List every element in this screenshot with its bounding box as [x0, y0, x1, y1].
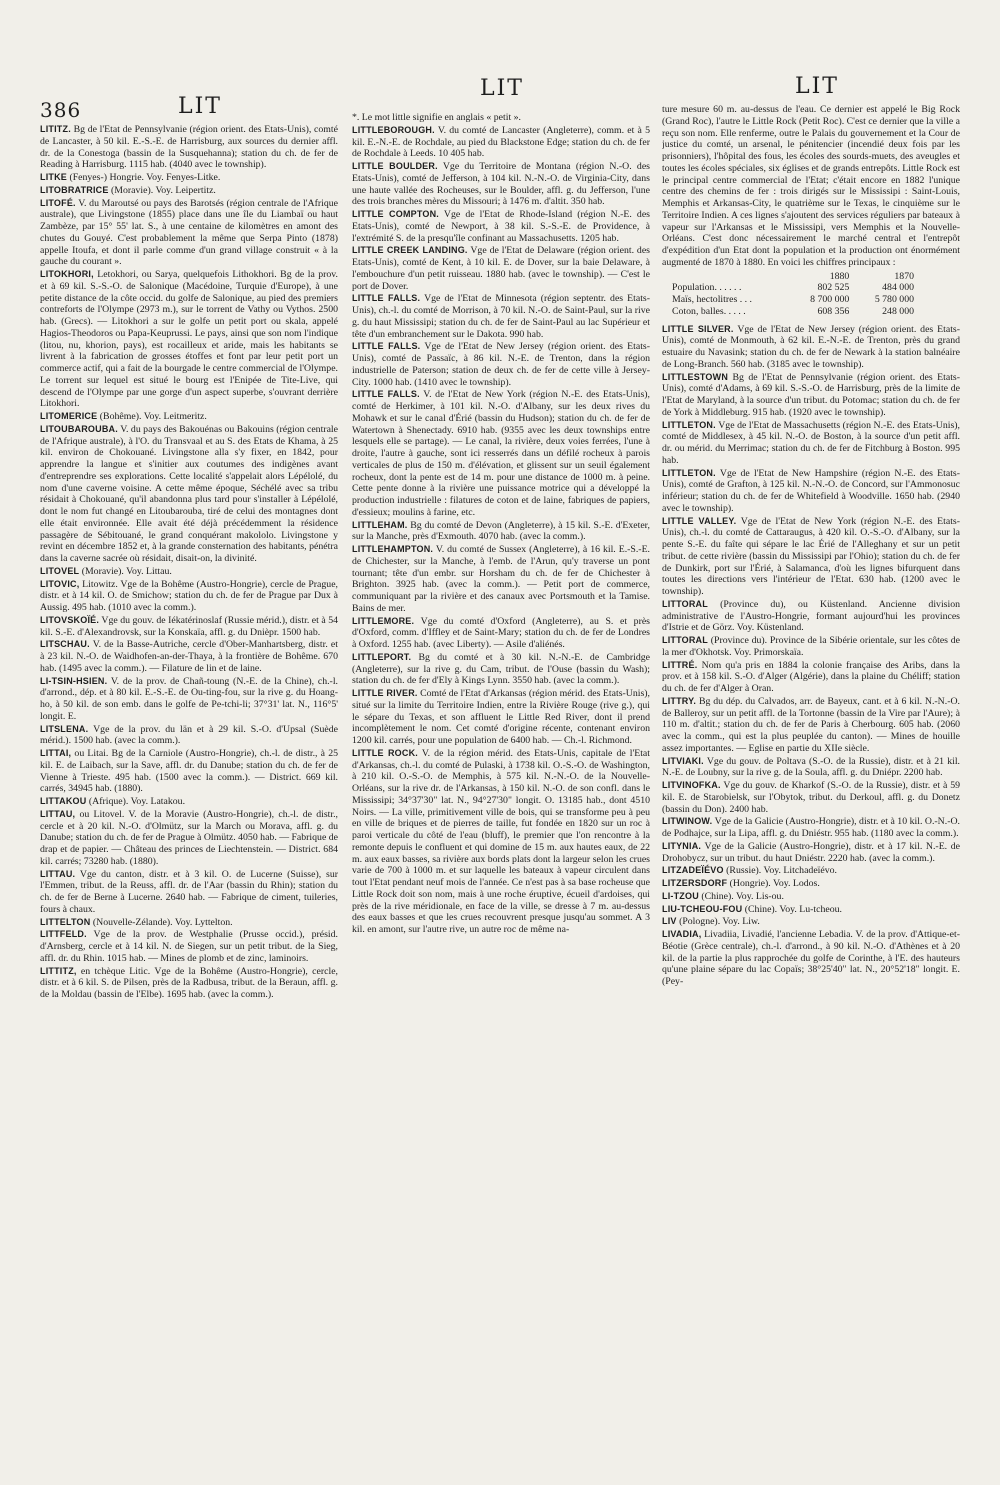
dictionary-entry [662, 372, 960, 419]
entry-text: Vge du gouv. de Poltava (S.-O. de la Russie), distr. et à 21 kil. N.-E. de Loubny, sur la rive g. de la Soula, affl. g. du Dniépr. 2200 hab. [662, 755, 960, 779]
dictionary-entry [40, 676, 338, 723]
entry-text: V. de la région mérid. des Etats-Unis, capitale de l'Etat d'Arkansas, ch.-l. du comté de Pulaski, à 1738 kil. O.-S.-O. de Washington, à 210 kil. O.-S.-O. de Memphis, à 575 kil. N.-N.-O. de la Nouvelle-Orléans, sur la rive dr. de l'Arkansas, à 150 kil. N.-O. de son confl. dans le Mississipi; 34°37'30" lat. N., 94°27'30" longit. O. 13185 hab., dont 4510 Noirs. — La ville, primitivement ville de bois, qui se transforme peu à peu en ville de briques et de pierres de taille, fut fondée en 1820 sur un roc à paroi verticale du côté de l'eau (bluff), le premier que l'on rencontre à la remonte depuis le confluent et qui domine de 15 m. aux hautes eaux, de 22 m. aux eaux basses, sa rivière aux bords plats dont la largeur selon les crues varie de 700 à 1000 m. et sur laquelle les bateaux à vapeur circulent dans tout l'Etat pendant neuf mois de l'année. Ce n'est pas à sa base rocheuse que Little Rock doit son nom, mais à une roche éruptive, écueil d'ardoises, qui près de la rive méridionale, en face de la ville, se dresse à 7 m. au-dessus des eaux basses et que les crues recouvrent presque jusqu'au sommet. A 3 kil. en amont, sur l'autre rive, un autre roc de même na- [352, 747, 650, 935]
table-row [668, 306, 918, 318]
row-value-1880: 608 356 [817, 305, 850, 317]
entry-text: *. Le mot little signifie en anglais « petit ». [352, 112, 521, 123]
entry-headword: LI-TZOU [662, 890, 699, 901]
entry-headword: LITTLE FALLS. [352, 293, 421, 304]
entry-headword: LITOFÉ. [40, 197, 76, 208]
column-right-entries [662, 324, 960, 988]
entry-headword: LITTAU, [40, 808, 76, 819]
dictionary-entry [352, 112, 650, 124]
entry-text: (Moravie). Voy. Leipertitz. [111, 184, 216, 196]
column-right [662, 104, 960, 1452]
running-head-left: LIT [178, 94, 222, 119]
column-middle [352, 112, 650, 1460]
entry-headword: LITTITZ, [40, 965, 77, 976]
entry-text: Vge de la Galicie (Austro-Hongrie), distr. et à 10 kil. O.-N.-O. de Podhajce, sur la Lipa, affl. g. du Dniéstr. 955 hab. (1180 avec la comm.). [662, 816, 960, 839]
entry-headword: LITTLE FALLS. [352, 341, 421, 352]
dictionary-entry [352, 520, 650, 544]
entry-headword: LITTORAL [662, 635, 708, 645]
entry-text: (Province du), ou Küstenland. Ancienne division administrative de l'Austro-Hongrie, formant aujourd'hui les provinces d'Istrie et de Görz. Voy. Küstenland. [662, 598, 960, 634]
row-label: Coton, balles. . . . . [672, 305, 746, 317]
row-label: Population. . . . . . [672, 282, 742, 294]
entry-headword: LITVIAKI. [662, 755, 704, 766]
entry-headword: LITTAKOU [40, 796, 87, 806]
entry-headword: LITVINOFKA. [662, 780, 721, 790]
statistics-year-1870: 1870 [894, 270, 914, 282]
entry-headword: LITTLE BOULDER. [352, 161, 438, 171]
entry-headword: LIU-TCHEOU-FOU [662, 903, 743, 914]
entry-headword: LITTLETON. [662, 467, 716, 478]
dictionary-entry [662, 468, 960, 515]
entry-headword: LITTLE COMPTON. [352, 209, 439, 219]
row-value-1870: 5 780 000 [874, 294, 914, 305]
row-label: Maïs, hectolitres . . . [672, 294, 752, 305]
entry-headword: LITTFELD. [40, 929, 87, 940]
entry-text: Litowitz. Vge de la Bohême (Austro-Hongrie), cercle de Prague, distr. et à 14 kil. O. de Smichow; station du ch. de fer de Prague par Dux à Aussig. 495 hab. (1010 avec la comm.). [40, 578, 338, 613]
entry-text: V. de la prov. de Chañ-toung (N.-E. de la Chine), ch.-l. d'arrond., dép. et à 80 kil. E.-S.-E. de Ou-ting-fou, sur la rive g. du Hoang-ho, à 50 kil. de son emb. dans le golfe de Pe-tchi-li; 37°31' lat. N., 116°5' longit. E. [40, 675, 338, 722]
entry-headword: LITTLE FALLS. [352, 389, 420, 400]
entry-headword: LIVADIA, [662, 929, 702, 939]
dictionary-entry [352, 209, 650, 244]
dictionary-entry [40, 966, 338, 1001]
entry-headword: LITZADEÏÉVO [662, 865, 724, 876]
entry-headword: LITTORAL [662, 598, 708, 609]
dictionary-entry [40, 269, 338, 410]
entry-text: Vge de l'Etat de Minnesota (région septentr. des Etats-Unis), ch.-l. du comté de Morrison, à 70 kil. N.-O. de Saint-Paul, sur la rive g. du haut Mississipi; station du ch. de fer de Saint-Paul au lac Supérieur et tête d'un embranchement sur le Dakota. 990 hab. [352, 293, 650, 340]
entry-headword: LITTLE ROCK. [352, 747, 418, 758]
entry-headword: LITITZ. [40, 124, 71, 134]
entry-text: Vge du comté d'Oxford (Angleterre), au S. et près d'Oxford, comm. d'Iffley et de Saint-Mary; station du ch. de fer de Londres à Oxford. 1255 hab. (avec Liberty). — Asile d'aliénés. [352, 615, 650, 650]
entry-headword: LITYNIA. [662, 840, 702, 851]
entry-text: V. de la Basse-Autriche, cercle d'Ober-Manhartsberg, distr. et à 23 kil. N.-O. de Waidhofen-an-der-Thaya, à la frontière de Bohême. 670 hab. (1495 avec la comm.). — Filature de lin et de laine. [40, 639, 338, 674]
row-value-1880: 802 525 [817, 282, 850, 294]
entry-text: en tchèque Litic. Vge de la Bohême (Austro-Hongrie), cercle, distr. et à 6 kil. S. de Pilsen, près de la Radbusa, tribut. de la Beraun, affl. g. de la Moldau (bassin de l'Elbe). 1695 hab. (avec la comm.). [40, 965, 338, 1000]
dictionary-entry [662, 878, 960, 890]
entry-headword: LITSCHAU. [40, 639, 90, 650]
entry-text: Letokhori, ou Sarya, quelquefois Lithokhori. Bg de la prov. et à 69 kil. S.-S.-O. de Salonique (Macédoine, Turquie d'Europe), à une petite distance de la côte occid. du golfe de Salonique, au pied des premiers contreforts de l'Olympe (2973 m.), sur le torrent de Vathy ou Vythos. 2500 hab. (Grecs). — Litokhori a sur le golfe un petit port ou skala, appelé Hagios-Theodoros ou Papa-Keuprussi. Le pays, ainsi que son nom l'indique (litou, nu, khorion, pays), est rocailleux et aride, mais les habitants se livrent à la fabrication de grosses étoffes et font par leur petit port un commerce actif, qui a fait de la bourgade le centre commercial de l'Olympe. Le torrent sur lequel est situé le bourg est l'Enipée de Tite-Live, qui descend de l'Olympe par une gorge d'un aspect superbe, s'ouvrant derrière Litokhori. [40, 269, 338, 410]
entry-text: Vge du canton, distr. et à 3 kil. O. de Lucerne (Suisse), sur l'Emmen, tribut. de la Reuss, affl. dr. de l'Aar (bassin du Rhin); station du ch. de fer de Berne à Lucerne. 2640 hab. — Fabrique de ciment, tuileries, fours à chaux. [40, 868, 338, 915]
entry-text: V. du comté de Lancaster (Angleterre), comm. et à 5 kil. E.-N.-E. de Rochdale, au pied du Blackstone Edge; station du ch. de fer de Rochdale à Leeds. 10 405 hab. [352, 124, 650, 160]
entry-headword: LITOBRATRICE [40, 184, 109, 195]
dictionary-entry [40, 566, 338, 578]
column-left [40, 124, 338, 1472]
dictionary-entry [662, 635, 960, 659]
entry-headword: LITOKHORI, [40, 269, 94, 279]
entry-text: (Hongrie). Voy. Lodos. [729, 878, 820, 889]
entry-text: Vge de l'Etat de Massachusetts (région N.-E. des Etats-Unis), comté de Middlesex, à 45 kil. N.-O. de Boston, à la source d'un petit affl. dr. ou mérid. du Merrimac; station du ch. de fer de Fitchburg à Boston. 995 hab. [662, 419, 960, 466]
dictionary-entry [40, 424, 338, 565]
dictionary-entry [662, 780, 960, 815]
dictionary-entry [662, 324, 960, 371]
dictionary-entry [40, 172, 338, 184]
entry-headword: LITTLEHAMPTON. [352, 544, 434, 554]
dictionary-entry [662, 904, 960, 916]
dictionary-entry [662, 865, 960, 877]
running-head-right: LIT [795, 74, 839, 99]
dictionary-entry [40, 639, 338, 674]
entry-text: V. du comté de Sussex (Angleterre), à 16 kil. E.-S.-E. de Chichester, sur la Manche, à l'emb. de l'Arun, qu'y traverse un pont tournant; tête d'un embr. sur Horsham du ch. de fer de Chichester à Brighton. 3925 hab. (avec la comm.). — Petit port de commerce, communiquant par la rivière et des canaux avec Portsmouth et la Tamise. Bains de mer. [352, 544, 650, 614]
dictionary-entry [662, 929, 960, 988]
entry-text: Vge de la Galicie (Austro-Hongrie), distr. et à 17 kil. N.-E. de Drohobycz, sur un tribut. du haut Dniéstr. 2220 hab. (avec la comm.). [662, 840, 960, 864]
entry-continuation: ture mesure 60 m. au-dessus de l'eau. Ce dernier est appelé le Big Rock (Grand Roc), l'autre le Little Rock (Petit Roc). C'est ce dernier que la ville a reçu son nom. Elle renferme, outre le Palais du gouvernement et la Cour de justice du comté, un arsenal, le pénitencier (incendié deux fois par les prisonniers), l'hôpital des fous, les écoles des sourds-muets, des aveugles et toutes les écoles spéciales, six églises et de grands entrepôts. Little Rock est le principal centre commercial de l'Etat; c'était encore en 1882 l'unique centre des chemins de fer : trois dirigés sur le Mississipi : Saint-Louis, Memphis et Arkansas-City, le quatrième sur le Texas, le cinquième sur le Territoire Indien. A ces lignes s'ajoutent des services réguliers par bateaux à vapeur sur l'Arkansas et le Mississipi, vers Memphis et la Nouvelle-Orléans. C'est donc nécessairement le marché central et l'entrepôt d'expédition d'un Etat dont la population et la production ont énormément augmenté de 1870 à 1880. En voici les chiffres principaux : [662, 104, 960, 268]
entry-text: (Pologne). Voy. Liw. [679, 916, 760, 928]
dictionary-entry [40, 917, 338, 929]
dictionary-entry [662, 756, 960, 780]
entry-headword: LITTLEPORT. [352, 651, 412, 662]
entry-headword: LITOVSKOÏÉ. [40, 614, 100, 625]
dictionary-entry [662, 660, 960, 695]
statistics-label-header [668, 271, 789, 283]
dictionary-entry [352, 748, 650, 936]
statistics-year-1880: 1880 [829, 270, 850, 282]
dictionary-entry [40, 411, 338, 423]
entry-headword: LITOMERICE [40, 411, 98, 421]
statistics-table [668, 271, 918, 318]
dictionary-entry [662, 816, 960, 840]
dictionary-entry [662, 841, 960, 865]
entry-headword: LITTLETON. [662, 419, 716, 430]
dictionary-entry [40, 796, 338, 808]
entry-headword: LITTAU. [40, 868, 76, 879]
entry-headword: LITTAI, [40, 748, 72, 758]
entry-text: Livadiia, Livadié, l'ancienne Lebadia. V. de la prov. d'Attique-et-Béotie (Grèce centrale), ch.-l. d'arrond., à 90 kil. N.-O. d'Athènes et à 20 kil. de la partie la plus rapprochée du golfe de Corinthe, à l'E. des hauteurs qu'une plaine sépare du lac Copaïs; 38°25'40" lat. N., 20°52'18" longit. E. (Pey- [662, 929, 960, 987]
entry-text: (Afrique). Voy. Latakou. [88, 796, 186, 807]
dictionary-entry [40, 724, 338, 748]
entry-text: Vge de l'Etat de New York (région N.-E. des Etats-Unis), ch.-l. du comté de Cattaraugus, à 420 kil. O.-S.-O. d'Albany, sur la pente S.-E. du faîte qui sépare le lac Érié de l'Alleghany et sur un petit tribut. de cette rivière (bassin du Mississipi par l'Ohio); station du ch. de fer de Dunkirk, port sur l'Érié, à Salamanca, d'où les lignes bifurquent dans toutes les directions vers l'intérieur de l'Etat. 630 hab. (1200 avec le township). [662, 515, 960, 597]
entry-headword: LITTLEMORE. [352, 615, 415, 626]
dictionary-entry [40, 809, 338, 868]
dictionary-entry [352, 245, 650, 292]
entry-headword: LITTLESTOWN [662, 371, 729, 382]
entry-headword: LITTRY. [662, 695, 697, 706]
entry-text: Vge du Territoire de Montana (région N.-O. des Etats-Unis), comté de Jefferson, à 104 kil. N.-N.-O. de Virginia-City, dans une haute vallée des Rocheuses, sur le Boulder, affl. g. du Jefferson, l'une des trois branches mères du Missouri; à 1476 m. d'altit. 350 hab. [352, 161, 650, 208]
entry-text: ou Litai. Bg de la Carniole (Austro-Hongrie), ch.-l. de distr., à 25 kil. E. de Laibach, sur la Save, affl. dr. du Danube; station du ch. de fer de Vienne à Trieste. 495 hab. (1500 avec la comm.). — District. 669 kil. carrés, 34945 hab. (1880). [40, 748, 338, 795]
dictionary-entry [662, 916, 960, 928]
entry-text: (Russie). Voy. Litchadeïévo. [726, 865, 837, 877]
dictionary-entry [352, 341, 650, 388]
entry-text: (Fenyes-) Hongrie. Voy. Fenyes-Litke. [69, 172, 221, 183]
dictionary-entry [40, 869, 338, 916]
dictionary-entry [352, 652, 650, 687]
entry-headword: LITTLE CREEK LANDING. [352, 245, 468, 256]
entry-headword: LITOVIC, [40, 578, 80, 589]
dictionary-entry [662, 420, 960, 467]
entry-text: Vge de l'Etat de New Jersey (région orient. des Etats-Unis), comté de Passaïc, à 86 kil. N.-E. de Trenton, dans la région industrielle de Paterson; station de deux ch. de fer de cette ville à Jersey-City. 1000 hab. (1410 avec le township). [352, 341, 650, 388]
dictionary-entry [352, 688, 650, 747]
dictionary-entry [40, 615, 338, 639]
row-value-1870: 248 000 [882, 305, 914, 317]
entry-text: (Chine). Voy. Lu-tcheou. [744, 903, 842, 915]
entry-text: ou Litovel. V. de la Moravie (Austro-Hongrie), ch.-l. de distr., cercle et à 20 kil. N.-O. d'Olmütz, sur la March ou Morava, affl. g. du Danube; station du ch. de fer de Prague à Olmütz. 4050 hab. — Fabrique de drap et de papier. — Château des princes de Liechtenstein. — District. 684 kil. carrés; 73280 hab. (1880). [40, 808, 338, 867]
entry-text: Nom qu'a pris en 1884 la colonie française des Aribs, dans la prov. et à 158 kil. S.-O. d'Alger (Algérie), dans la plaine du Chéliff; station du ch. de fer d'Alger à Oran. [662, 659, 960, 694]
dictionary-entry [40, 748, 338, 795]
dictionary-entry [40, 579, 338, 614]
dictionary-entry [662, 516, 960, 598]
dictionary-entry [40, 929, 338, 964]
dictionary-entry [40, 185, 338, 197]
dictionary-entry [352, 125, 650, 160]
entry-headword: LITSLENA. [40, 723, 89, 734]
table-row [668, 282, 918, 294]
statistics-header-row [668, 271, 918, 283]
entry-headword: LITTLEBOROUGH. [352, 124, 435, 135]
entry-headword: LI-TSIN-HSIEN. [40, 675, 108, 686]
entry-text: V. de l'Etat de New York (région N.-E. des Etats-Unis), comté de Herkimer, à 101 kil. N.-O. d'Albany, sur les deux rives du Mohawk et sur le canal d'Érié (bassin du Hudson); station du ch. de fer de Watertown à Shenectady. 6910 hab. (9355 avec les deux townships entre lesquels elle se partage). — Le canal, la rivière, deux voies ferrées, l'une à droite, l'autre à gauche, sont ici resserrés dans un défilé rocheux à parois verticales de plus de 150 m. d'élévation, et glissent sur un seuil également rocheux, dont la pente est de 14 m. pour une distance de 1000 m. à peine. Cette pente donne à la rivière une puissance motrice qui a développé la production industrielle : filatures de coton et de laine, fabriques de papiers, d'essieux; moulins à farine, etc. [352, 389, 650, 518]
dictionary-entry [352, 616, 650, 651]
entry-headword: LITTLEHAM. [352, 519, 408, 530]
row-value-1870: 484 000 [882, 282, 914, 294]
entry-headword: LITTLE RIVER. [352, 688, 418, 698]
page-number: 386 [40, 98, 82, 122]
entry-text: Vge de l'Etat de New Hampshire (région N.-E. des Etats-Unis), comté de Grafton, à 125 kil. N.-N.-O. de Concord, sur l'Ammonosuc inférieur; station du ch. de fer de Whitefield à Woodville. 1650 hab. (2940 avec le township). [662, 467, 960, 514]
entry-text: Vge de l'Etat de Delaware (région orient. des Etats-Unis), comté de Kent, à 10 kil. E. de Dover, sur la baie Delaware, à l'embouchure d'un petit ruisseau. 1880 hab. (avec le township). — C'est le port de Dover. [352, 245, 650, 292]
entry-text: (Province du). Province de la Sibérie orientale, sur les côtes de la mer d'Okhotsk. Voy. Primorskaïa. [662, 635, 960, 658]
dictionary-entry [662, 696, 960, 755]
dictionary-entry [662, 891, 960, 903]
entry-text: Vge de l'Etat de New Jersey (région orient. des Etats-Unis), comté de Monmouth, à 62 kil. E.-N.-E. de Trenton, près du grand estuaire du Navasink; station du ch. de fer de Newark à la station balnéaire de Long-Branch. 560 hab. (3185 avec le township). [662, 323, 960, 370]
dictionary-entry [662, 599, 960, 634]
dictionary-entry [40, 198, 338, 269]
entry-text: Bg de l'Etat de Pennsylvanie (région orient. des Etats-Unis), comté de Lancaster, à 50 kil. E.-S.-E. de Harrisburg, aux sources du dernier affl. dr. de la Conestoga (bassin de la Susquehanna); station du ch. de fer de Reading à Harrisburg. 1115 hab. (4040 avec le township). [40, 124, 338, 171]
dictionary-entry [352, 293, 650, 340]
entry-text: Bg du comté de Devon (Angleterre), à 15 kil. S.-E. d'Exeter, sur la Manche, près d'Exmouth. 4070 hab. (avec la comm.). [352, 519, 650, 543]
entry-headword: LITKE [40, 172, 67, 182]
entry-text: (Moravie). Voy. Littau. [81, 565, 172, 577]
entry-headword: LITOVEL [40, 565, 80, 576]
entry-text: Vge du gouv. de Kharkof (S.-O. de la Russie), distr. et à 59 kil. E. de Starobielsk, sur l'Obytok, tribut. du Derkoul, affl. g. du Donetz (bassin du Don). 2400 hab. [662, 780, 960, 815]
entry-headword: LITOUBAROUBA. [40, 423, 118, 434]
entry-text: Bg de l'Etat de Pennsylvanie (région orient. des Etats-Unis), comté d'Adams, à 69 kil. S.-S.-O. de Harrisburg, près de la limite de l'Etat de Maryland, à la source d'un tribut. du Potomac; station du ch. de fer de York à Middleburg. 915 hab. (1920 avec le township). [662, 371, 960, 418]
entry-text: Vge du gouv. de Iékatérinoslaf (Russie mérid.), distr. et à 54 kil. S.-E. d'Alexandrovsk, sur la Konskaïa, affl. g. du Dnièpr. 1500 hab. [40, 614, 338, 638]
running-head-center: LIT [480, 76, 524, 101]
entry-headword: LIV [662, 916, 677, 927]
table-row [668, 294, 918, 306]
entry-text: Bg du comté et à 30 kil. N.-N.-E. de Cambridge (Angleterre), sur la rive g. du Cam, tribut. de l'Ouse (bassin du Wash); station du ch. de fer d'Ely à Kings Lynn. 3550 hab. (avec la comm.). [352, 651, 650, 687]
entry-text: (Bohême). Voy. Leitmeritz. [99, 411, 207, 422]
entry-text: V. du Maroutsé ou pays des Barotsés (région centrale de l'Afrique australe), que Livingstone (1855) place dans une île du Liambaï ou haut Zambèze, par 15° 55' lat. S., à une centaine de kilomètres en amont des chutes du Gouyé. C'est probablement la même que Serpa Pinto (1878) appelle Itoufa, et dont il parle comme d'un grand village construit « à la gauche du courant ». [40, 197, 338, 268]
dictionary-entry [352, 389, 650, 518]
dictionary-entry [352, 544, 650, 615]
entry-text: V. du pays des Bakouénas ou Bakouins (région centrale de l'Afrique australe), à l'O. du Transvaal et au S. des Etats de Khama, à 25 kil. environ de Chokouané. Livingstone alla s'y fixer, en 1842, pour apprendre la langue et s'initier aux coutumes des indigènes avant d'entreprendre ses explorations. Cette localité s'appelait alors Lépélolé, du nom d'une caverne voisine. A cette même époque, Séchélé avec sa tribu résidait à Chokouané, qu'il abandonna plus tard pour s'installer à Lépélolé, dont le nom fut changé en Litoubarouba, tiré de celui des montagnes dont elle était environnée. Elle avait été déjà précédemment la résidence passagère de Sébitouané, le grand conquérant makololo. Livingstone y revint en décembre 1852 et, à la grande consternation des habitants, pénétra dans la caverne sacrée où résidait, disait-on, la divinité. [40, 423, 338, 564]
dictionary-entry [352, 161, 650, 208]
entry-text: Vge de la prov. du län et à 29 kil. S.-O. d'Upsal (Suède mérid.). 1500 hab. (avec la comm.). [40, 723, 338, 747]
entry-headword: LITZERSDORF [662, 878, 728, 888]
entry-text: Vge de la prov. de Westphalie (Prusse occid.), présid. d'Arnsberg, cercle et à 14 kil. N. de Siegen, sur un petit tribut. de la Sieg, affl. dr. du Rhin. 1015 hab. — Mines de plomb et de zinc, laminoirs. [40, 929, 338, 964]
entry-headword: LITTRÉ. [662, 659, 698, 670]
entry-text: Vge de l'Etat de Rhode-Island (région N.-E. des Etats-Unis), comté de Newport, à 38 kil. S.-S.-E. de Providence, à l'extrémité S. de la presqu'île confinant au Massachusetts. 1205 hab. [352, 209, 650, 244]
entry-text: (Chine). Voy. Lis-ou. [701, 890, 784, 902]
entry-headword: LITTLE SILVER. [662, 323, 734, 334]
entry-headword: LITTELTON [40, 916, 91, 927]
entry-text: Bg du dép. du Calvados, arr. de Bayeux, cant. et à 6 kil. N.-N.-O. de Balleroy, sur un petit affl. de la Tortonne (bassin de la Vire par l'Aure); à 110 m. d'altit.; station du ch. de fer de Paris à Cherbourg. 605 hab. (2060 avec la comm., qui est la plus peuplée du canton). — Mines de houille assez importantes. — Eglise en partie du XIIe siècle. [662, 695, 960, 754]
entry-headword: LITWINOW. [662, 816, 713, 827]
entry-headword: LITTLE VALLEY. [662, 515, 737, 526]
entry-text: (Nouvelle-Zélande). Voy. Lyttelton. [92, 916, 233, 928]
entry-text: Comté de l'Etat d'Arkansas (région mérid. des Etats-Unis), situé sur la limite du Territoire Indien, entre la Rivière Rouge (rive g.), qui le sépare du Texas, et son affluent le Little Red River, dont il prend incomplètement le nom. Cet comté d'origine récente, contenant environ 1200 kil. carrés, pour une population de 6400 hab. — Ch.-l. Richmond. [352, 688, 650, 746]
dictionary-entry [40, 124, 338, 171]
row-value-1880: 8 700 000 [810, 294, 850, 305]
